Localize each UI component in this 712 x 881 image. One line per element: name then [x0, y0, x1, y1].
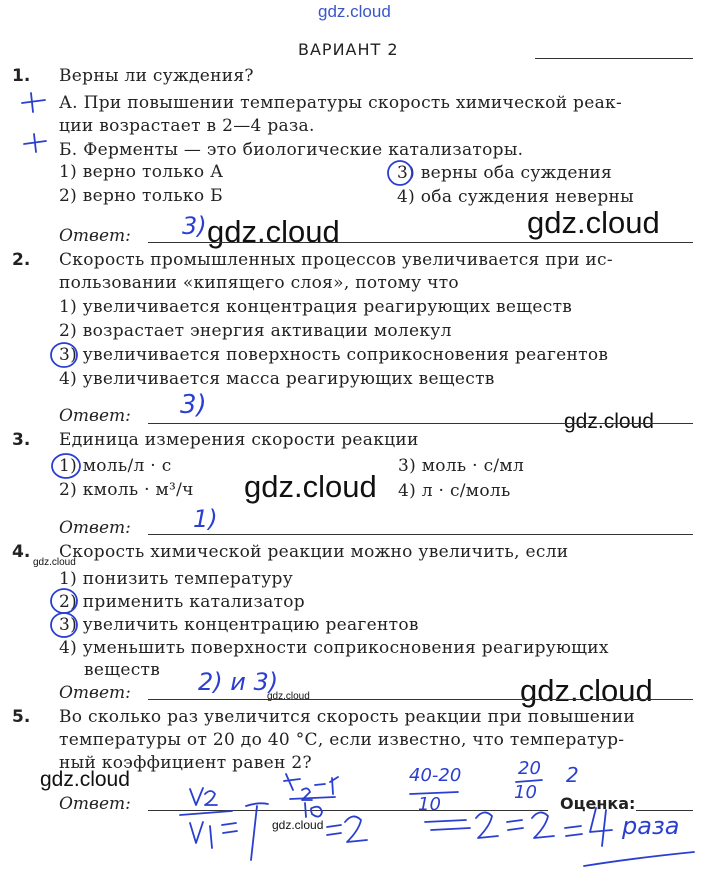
question-text: Скорость промышленных процессов увеличивается при ис-: [59, 250, 613, 270]
option-1: 1) моль/л · с: [59, 456, 172, 476]
option-2: 2) верно только Б: [59, 186, 223, 206]
watermark: gdz.cloud: [207, 214, 340, 249]
question-number: 4.: [12, 542, 31, 562]
hand-power: 2: [566, 763, 579, 787]
watermark: gdz.cloud: [267, 691, 310, 702]
answer-label: Ответ:: [59, 518, 131, 538]
watermark: gdz.cloud: [40, 768, 130, 791]
question-text-cont: ный коэффициент равен 2?: [59, 753, 312, 773]
option-1: 1) понизить температуру: [59, 569, 294, 589]
question-number: 5.: [12, 707, 31, 727]
option-1: 1) верно только А: [59, 162, 224, 182]
statement-b: Б. Ферменты — это биологические катализаторы.: [59, 140, 524, 160]
option-2: 2) применить катализатор: [59, 592, 305, 612]
statement-a: А. При повышении температуры скорость химической реак-: [59, 93, 622, 113]
watermark: gdz.cloud: [33, 557, 76, 568]
option-3: 3) верны оба суждения: [397, 163, 613, 183]
option-4: 4) оба суждения неверны: [397, 187, 635, 207]
handwritten-answer: 2) и 3): [198, 668, 279, 696]
hand-fraction-den: 10: [418, 794, 441, 815]
score-label: Оценка:: [560, 794, 636, 813]
handwritten-answer: 3): [180, 390, 207, 420]
option-3: 3) моль · с/мл: [398, 456, 525, 476]
watermark: gdz.cloud: [527, 205, 660, 240]
option-4: 4) л · с/моль: [398, 481, 511, 501]
question-number: 1.: [12, 66, 31, 86]
question-text-cont: температуры от 20 до 40 °С, если известно, что температур-: [59, 730, 625, 750]
answer-label: Ответ:: [59, 683, 131, 703]
handwritten-answer: 1): [193, 505, 218, 533]
hand-result-word: раза: [622, 812, 680, 840]
hand-fraction-num: 20: [518, 758, 541, 779]
handwritten-answer: 3): [182, 212, 207, 240]
hand-fraction-num: 40-20: [409, 765, 462, 786]
answer-label: Ответ:: [59, 406, 131, 426]
question-text: Скорость химической реакции можно увеличить, если: [59, 542, 569, 562]
statement-a-cont: ции возрастает в 2—4 раза.: [59, 116, 315, 136]
option-1: 1) увеличивается концентрация реагирующих веществ: [59, 297, 573, 317]
question-number: 2.: [12, 250, 31, 270]
question-text-cont: пользовании «кипящего слоя», потому что: [59, 273, 459, 293]
option-3: 3) увеличивается поверхность соприкосновения реагентов: [59, 345, 609, 365]
watermark: gdz.cloud: [244, 469, 377, 504]
option-2: 2) возрастает энергия активации молекул: [59, 321, 452, 341]
answer-label: Ответ:: [59, 226, 131, 246]
watermark: gdz.cloud: [564, 410, 654, 433]
watermark-top: gdz.cloud: [318, 2, 391, 21]
question-text: Во сколько раз увеличится скорость реакции при повышении: [59, 707, 635, 727]
option-3: 3) увеличить концентрацию реагентов: [59, 615, 419, 635]
question-number: 3.: [12, 430, 31, 450]
question-text: Единица измерения скорости реакции: [59, 430, 419, 450]
watermark: gdz.cloud: [272, 818, 324, 832]
question-text: Верны ли суждения?: [59, 66, 254, 86]
hand-fraction-den: 10: [514, 782, 537, 803]
option-2: 2) кмоль · м³/ч: [59, 480, 194, 500]
page-title: ВАРИАНТ 2: [298, 40, 399, 59]
option-4: 4) увеличивается масса реагирующих веществ: [59, 369, 495, 389]
answer-label: Ответ:: [59, 794, 131, 814]
option-4: 4) уменьшить поверхности соприкосновения реагирующих: [59, 638, 609, 658]
watermark: gdz.cloud: [520, 673, 653, 708]
option-4-cont: веществ: [84, 660, 161, 680]
